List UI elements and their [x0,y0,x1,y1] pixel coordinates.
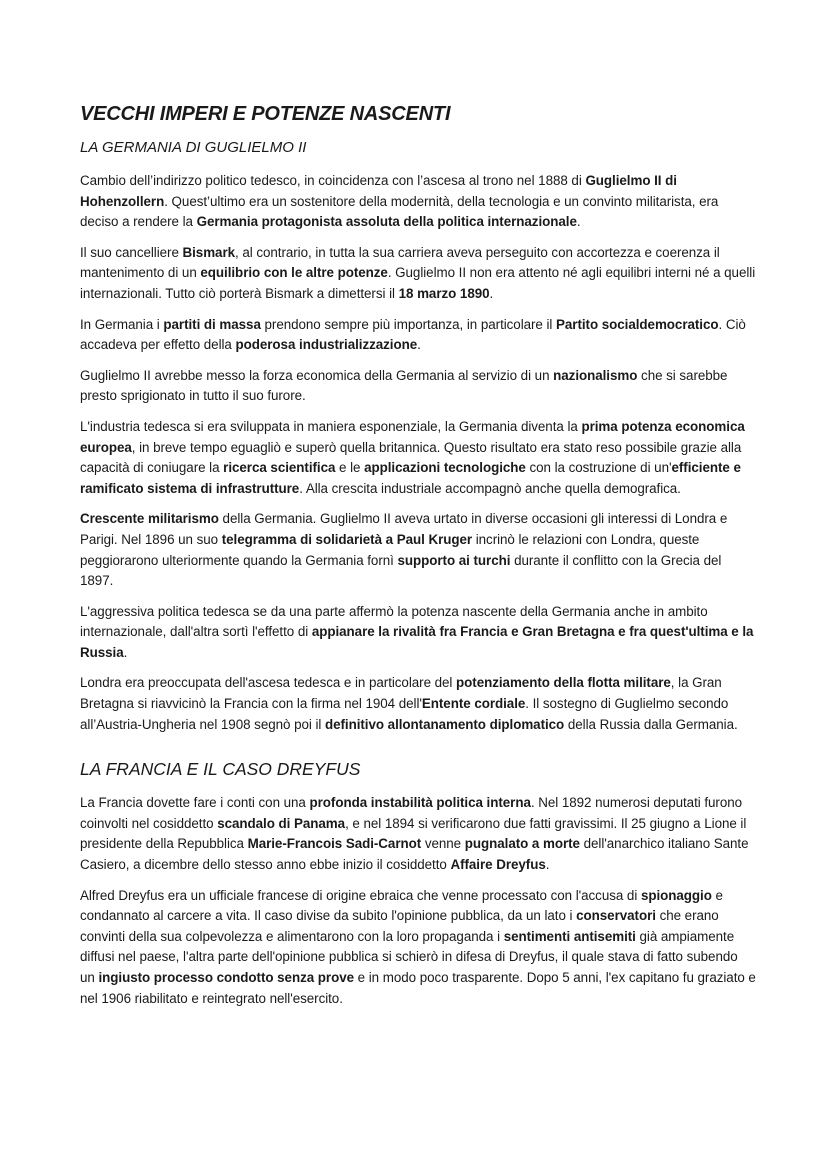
bold-text: Guglielmo II di Hohenzollern [80,173,677,209]
text-run: L'aggressiva politica tedesca se da una parte affermò la potenza nascente della Germania anche in ambito internazionale, dall'altra sortì l'effetto di [80,603,708,640]
text-run: . Nel 1892 numerosi deputati furono coinvolti nel cosiddetto [80,795,743,831]
text-run: , e nel 1894 si verificarono due fatti gravissimi. Il 25 giugno a Lione il presidente della Repubblica [80,815,747,852]
bold-text: supporto ai turchi [397,552,511,568]
paragraph [80,417,756,499]
section-heading-francia: LA FRANCIA E IL CASO DREYFUS [80,759,361,780]
bold-text: prima potenza economica europea [80,418,745,455]
bold-text: Affaire Dreyfus [450,857,546,873]
bold-text: definitivo allontanamento diplomatico [324,716,565,732]
text-run: La Francia dovette fare i conti con una [80,795,310,811]
document-title: VECCHI IMPERI E POTENZE NASCENTI [80,103,451,125]
text-run: dell'anarchico italiano Sante Casiero, a dicembre dello stesso anno ebbe inizio il cosiddetto [80,836,749,873]
bold-text: Bismark [182,244,236,260]
paragraph [80,602,756,664]
text-run: della Germania. Guglielmo II aveva urtato in diverse occasioni gli interessi di Londra e Parigi. Nel 1896 un suo [80,511,728,547]
text-run: già ampiamente diffusi nel paese, l'altra parte dell'opinione pubblica si schierò in difesa di Dreyfus, il quale stava di fatto subendo un [80,928,738,985]
text-run: . Alla crescita industriale accompagnò anche quella demografica. [299,480,681,496]
text-run: . Ciò accadeva per effetto della [80,316,746,353]
bold-text: ricerca scientifica [223,460,336,476]
bold-text: applicazioni tecnologiche [364,460,526,476]
text-run: L'industria tedesca si era sviluppata in maniera esponenziale, la Germania diventa la [80,418,582,434]
paragraph [80,243,756,305]
bold-text: sentimenti antisemiti [503,928,636,944]
text-run: . Il sostegno di Guglielmo secondo all’Austria-Ungheria nel 1908 segnò poi il [80,696,729,732]
text-run: . Quest’ultimo era un sostenitore della modernità, della tecnologia e un convinto militarista, era deciso a rendere la [80,193,719,230]
bold-text: profonda instabilità politica interna [309,795,531,811]
text-run: . [576,214,581,230]
text-run: venne [421,836,465,852]
bold-text: scandalo di Panama [217,815,346,831]
bold-text: appianare la rivalità fra Francia e Gran Bretagna e fra quest'ultima e la Russia [80,624,754,660]
bold-text: spionaggio [640,887,712,903]
bold-text: ingiusto processo condotto senza prove [98,970,354,985]
text-run: . [545,857,550,873]
text-run: . [417,337,421,353]
bold-text: telegramma di solidarietà a Paul Kruger [221,531,473,547]
bold-text: 18 marzo 1890 [398,285,490,301]
section-germania [80,138,756,735]
bold-text: partiti di massa [163,316,261,332]
text-run: . [123,644,128,660]
bold-text: Marie-Francois Sadi-Carnot [247,836,422,852]
text-run: prendono sempre più importanza, in particolare il [260,316,557,332]
text-run: durante il conflitto con la Grecia del 1897. [80,552,722,589]
bold-text: Partito socialdemocratico [556,316,719,332]
bold-text: potenziamento della flotta militare [456,675,671,691]
bold-text: conservatori [576,908,656,924]
paragraph [80,315,756,356]
text-run: Alfred Dreyfus era un ufficiale francese di origine ebraica che venne processato con l'accusa di [80,887,641,903]
section-heading-germania: LA GERMANIA DI GUGLIELMO II [80,139,307,156]
bold-text: Germania protagonista assoluta della politica internazionale [196,214,577,230]
text-run: In Germania i [80,316,164,332]
text-run: e in modo poco trasparente. Dopo 5 anni, l'ex capitano fu graziato e nel 1906 riabilitato e reintegrato nell'esercito. [80,970,756,1006]
paragraph [80,793,756,875]
text-run: , al contrario, in tutta la sua carriera aveva perseguito con accortezza e coerenza il mantenimento di un [80,244,720,281]
paragraph [80,366,756,407]
text-run: Londra era preoccupata dell'ascesa tedesca e in particolare del [80,675,457,691]
text-run: . [489,285,494,301]
text-run: incrinò le relazioni con Londra, queste peggiorarono ulteriormente quando la Germania fornì [80,531,700,568]
bold-text: pugnalato a morte [464,836,580,852]
section-francia [80,757,756,1009]
document-page [80,101,756,1019]
text-run: con la costruzione di un' [525,460,672,476]
paragraph [80,171,756,233]
text-run: . Guglielmo II non era attento né agli equilibri interni né a quelli internazionali. Tutto ciò porterà Bismark a dimettersi il [80,265,756,301]
text-run: Il suo cancelliere [80,244,183,260]
text-run: della Russia dalla Germania. [564,716,738,732]
bold-text: Crescente militarismo [80,511,219,527]
bold-text: equilibrio con le altre potenze [200,265,388,281]
text-run: , in breve tempo eguagliò e superò quella britannica. Questo risultato era stato reso possibile grazie alla capacità di coniugare la [80,439,742,476]
paragraph [80,673,756,735]
text-run: e condannato al carcere a vita. Il caso divise da subito l'opinione pubblica, da un lato i [80,887,723,924]
paragraph [80,886,756,1010]
bold-text: poderosa industrializzazione [235,337,418,353]
text-run: Cambio dell’indirizzo politico tedesco, in coincidenza con l’ascesa al trono nel 1888 di [80,173,586,188]
text-run: che erano convinti della sua colpevolezza e alimentarono con la loro propaganda i [80,908,719,944]
text-run: che si sarebbe presto sprigionato in tutto il suo furore. [80,367,728,404]
bold-text: Entente cordiale [421,696,526,712]
bold-text: nazionalismo [553,367,638,383]
text-run: Guglielmo II avrebbe messo la forza economica della Germania al servizio di un [80,367,554,383]
text-run: , la Gran Bretagna si riavvicinò la Francia con la firma nel 1904 dell' [80,675,722,712]
bold-text: efficiente e ramificato sistema di infrastrutture [80,460,741,496]
paragraph [80,509,756,591]
text-run: e le [335,460,365,476]
